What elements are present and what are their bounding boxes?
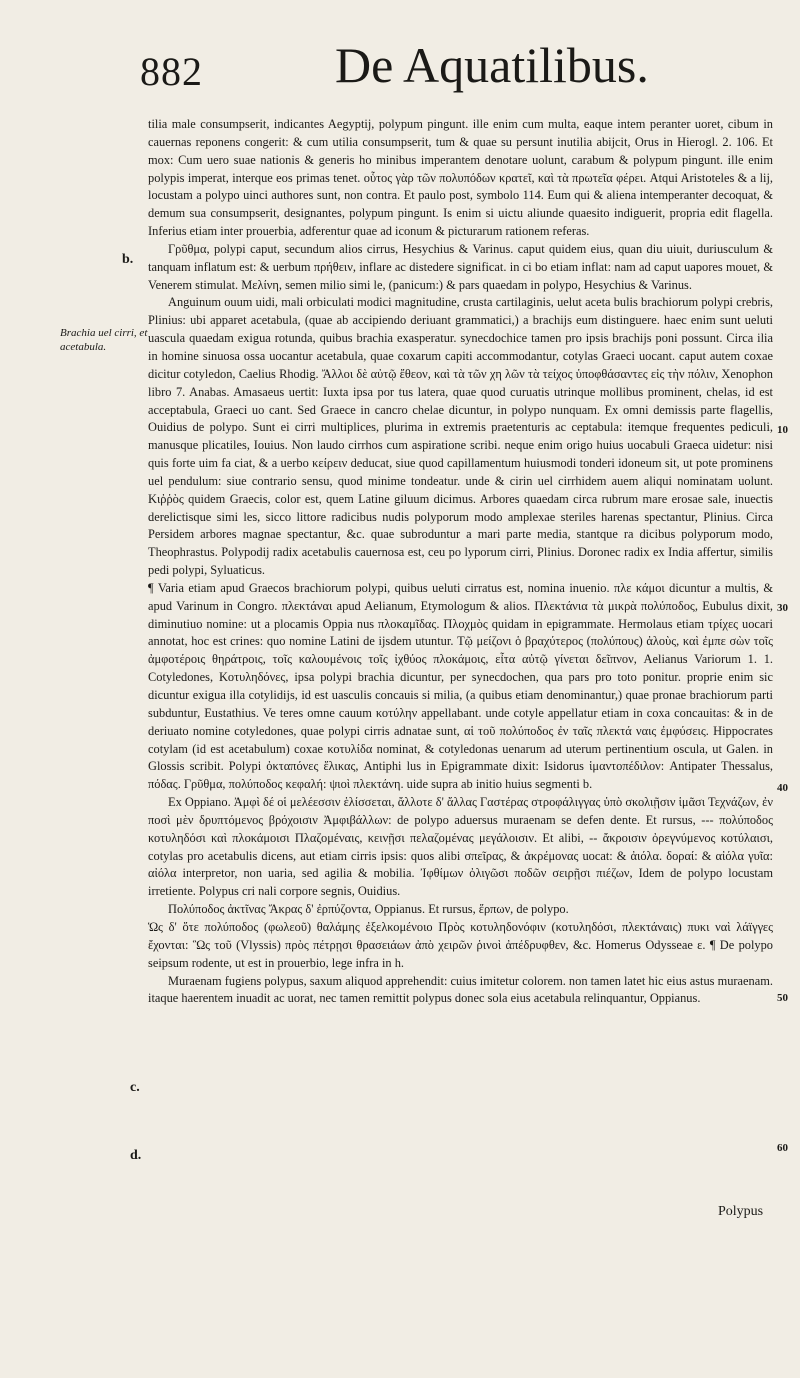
line-number-10: 10	[777, 424, 788, 436]
page-header	[140, 37, 700, 100]
main-text-column	[148, 116, 773, 1008]
page-number: 882	[140, 49, 203, 94]
paragraph: Muraenam fugiens polypus, saxum aliquod apprehendit: cuius imitetur colorem. non tamen latet hic eius astus muraenam. itaque haerentem inuadit ac uorat, nec tamen remittit polypus donec sola eius acetabula relinquantur, Oppianus.	[148, 973, 773, 1006]
line-number-30: 30	[777, 602, 788, 614]
running-title: De Aquatilibus.	[335, 37, 649, 93]
margin-letter-c: c.	[130, 1080, 140, 1095]
margin-letter-b: b.	[122, 252, 134, 267]
paragraph: ¶ Varia etiam apud Graecos brachiorum polypi, quibus ueluti cirratus est, nomina inuenio. πλε κάμοι dicuntur a multis, & apud Varinum in Congro. πλεκτάναι apud Aelianum, Etymologum & alios. Πλεκτάνια τὰ μικρὰ πολύποδος, Eubulus dixit, diminutiuo nomine: ut a plocamis Oppia nus πλοκαμῖδας. Πλοχμὸς quidam in epigrammate. Hermolaus etiam τρίχες uocari annotat, hoc est crines: quo nomine Latini de ijsdem utuntur. Τῷ μείζονι ὁ βραχύτερος (πολύπους) ἀλοὺς, καὶ ἐμπε σὼν τοῖς ἀμφοτέροις θηράτροις, τοῖς καλουμένοις τοῖς ἰχθύος πλοκάμοις, εἶτα αὐτῷ γίνεται δεῖπνον, Aelianus Variorum 1. 1. Cotyledones, Κοτυληδόνες, ipsa polypi brachia dicuntur, per synecdochen, qua pars pro toto ponitur. proprie enim sic dicuntur exigua illa cotylidijs, id est uasculis concauis si milia, (a quibus etiam denominantur,) quae pronae brachiorum parti subduntur, Eustathius. Ve teres omne cauum κοτύλην appellabant. unde cotyle appellatur etiam in coxa concauitas: & in de deriuato nomine cotyledones, quae polypi cirris adnatae sunt, αἱ τοῦ πολύποδος ἐν ταῖς πλεκτά ναις ἐμφύσεις. Hippocrates cotylam (id est acetabulum) coxae κοτυλίδα nominat, & cotyledonas uenarum ad uterum pertinentium oscula, ut Galen. in Glossis scribit. Polypi ὀκταπόνες ἕλικας, Antiphi lus in Epigrammate dixit: Isidorus ἱμαντοπέδιλον: Antipater Thessalus, πόδας. Γρῦθμα, πολύποδος κεφαλή: ψιοὶ πλεκτάνη. uide supra ab initio huius segmenti b.	[148, 580, 773, 792]
paragraph: tilia male consumpserit, indicantes Aegyptij, polypum pingunt. ille enim cum multa, eaque intem peranter uoret, cibum in cauernas reponens congerit: & cum utilia consumpserit, tum & quae su persunt inutilia abijcit, Orus in Hierogl. 2. 106. Et mox: Cum uero suae nationis & generis ho minibus imperantem denotare uolunt, carabum & polypum pingunt. ille enim polypis imperat, interque eos primas tenet. οὗτος γὰρ τῶν πολυπόδων κρατεῖ, καὶ τὰ πρωτεῖα φέρει. Atqui Aristoteles & a lij, locustam a polypo uinci authores sunt, non contra. Et paulo post, symbolo 114. Eum qui & aliena intemperanter decoquat, & demum sua consumpserit, designantes, polypum pingunt. Is enim si uictu aliunde quaesito indiguerit, propria edit flagella. Inferius etiam inter prouerbia, adferentur quae ad iconum & picturarum rationem referas.	[148, 117, 773, 239]
paragraph: Ex Oppiano. Ἀμφὶ δέ οἱ μελέεσσιν ἑλίσσεται, ἄλλοτε δ' ἄλλας Γαστέρας στροφάλιγγας ὑπὸ σκολιῇσιν ἱμᾶσι Τεχνάζων, ἐν ποσὶ μὲν δρυπτόμενος βρόχοισιν Ἀμφιβάλλων: de polypo aduersus muraenam se defen dente. Et rursus, --- πολύποδος κοτυληδόσι καὶ πλοκάμοισι Πλαζομέναις, κεινῇσι πελαζομένας μεγάλοισιν. Et alibi, -- ἄκροισιν ὀρεγνύμενος κοτύλαισι, cotylas pro acetabulis dicens, aut etiam cirris ipsis: quos alibi σπεῖρας, & ἀκρέμονας uocat: & ἀιόλα. δοραί: & αἰόλα γυῖα: αἰόλα interpretor, non uaria, sed agilia & mobilia. Ἰφθίμων ὀλιγῶσι ποδῶν σειρῇσι πιέζων, Idem de polypo locustam irretiente. Polypus cri nali corpore segnis, Ouidius.	[148, 795, 773, 899]
line-number-40: 40	[777, 782, 788, 794]
margin-letter-d: d.	[130, 1148, 142, 1163]
paragraph: Ὡς δ' ὅτε πολύποδος (φωλεοῦ) θαλάμης ἐξελκομένοιο Πρὸς κοτυληδονόφιν (κοτυληδόσι, πλεκτάναις) πυκι ναὶ λάϊγγες ἔχονται: Ὣς τοῦ (Vlyssis) πρὸς πέτρῃσι θρασειάων ἀπὸ χειρῶν ῥινοὶ ἀπέδρυφθεν, &c. Homerus Odysseae ε. ¶ De polypo seipsum rodente, ut est in prouerbio, lege infra in h.	[148, 919, 773, 970]
line-number-60: 60	[777, 1142, 788, 1154]
paragraph: Anguinum ouum uidi, mali orbiculati modici magnitudine, crusta cartilaginis, uelut aceta bulis brachiorum polypi crebris, Plinius: ubi apparet acetabula, (quae ab accipiendo deriuant grammatici,) a brachijs eum distinguere. haec enim sunt ueluti uascula quaedam exigua rotunda, quibus brachia exasperatur. synecdochice tamen pro ipsis brachijs poni possunt. Circa ilia in homine sinuosa ossa uocantur acetabula, quae coxarum capiti accommodantur, cotylas Graeci uocant. caput autem coxae dicitur cotyledon, Caelius Rhodig. Ἄλλοι δὲ αὐτῷ ἔθεον, καὶ τὰ τῶν χη λῶν τὰ τείχος ὑποφθάσαντες εἰς τὴν πόλιν, Xenophon libro 7. Anabas. Amasaeus uertit: Iuxta ipsa por tus latera, quae quod curuatis utrinque mollibus prominent, chelas, id est acceptabula, Graeci uo cant. Sed Graece in cancro chelae dicuntur, in polypo nunquam. Ex omni demissis parte flagellis, Ouidius de polypo. Sunt ei cirri multiplices, plurima in extremis praetenturis ac ceptabula: itemque frequentes pediculi, manusque plicatiles, Iouius. Non laudo cirrhos cum aspiratione scribi. neque enim origo huius uocabuli Graeca uidetur: nisi quis forte uim fa ciat, & a uerbo κείρειν deducat, siue quod capillamentum huiusmodi tonderi idoneum sit, ut pote prominens uel pendulum: siue contrario sensu, quod minime tondeatur. unde & cirin uel cirrhidem auem aliqui nominatam uolunt. Κιῤῥὸς quidem Graecis, color est, quem Latine giluum dicimus. Arbores quaedam circa rubrum mare erosae sale, inuectis derelictisque simi les, sicco littore radicibus nudis polyporum modo amplexae steriles harenas spectantur, Plinius. Circa Persidem arbores magnae spectantur, &c. quae subroduntur a mari parte media, stantque ra dicibus polyporum modo, Theophrastus. Polypodij radix acetabulis cauernosa est, ceu po lyporum cirri, Plinius. Doronec radix ex India affertur, similis pedi polypi, Syluaticus.	[148, 295, 773, 578]
catchword: Polypus	[718, 1204, 764, 1219]
margin-note-brachia: Brachia uel cirri, et acetabula.	[60, 327, 148, 353]
paragraph: Γρῦθμα, polypi caput, secundum alios cirrus, Hesychius & Varinus. caput quidem eius, quan diu uiuit, duriusculum & tanquam inflatum est: & uerbum πρήθειν, inflare ac distedere significat. in ci bo etiam inflat: nam ad caput uapores mouet, & Venerem stimulat. Μελίνη, semen milio simi le, (panicum:) & pars quaedam in polypo, Hesychius & Varinus.	[148, 241, 773, 292]
paragraph: Πολύποδος ἀκτῖνας Ἄκρας δ' ἐρπύζοντα, Oppianus. Et rursus, ἕρπων, de polypo.	[168, 902, 569, 917]
line-number-50: 50	[777, 992, 788, 1004]
